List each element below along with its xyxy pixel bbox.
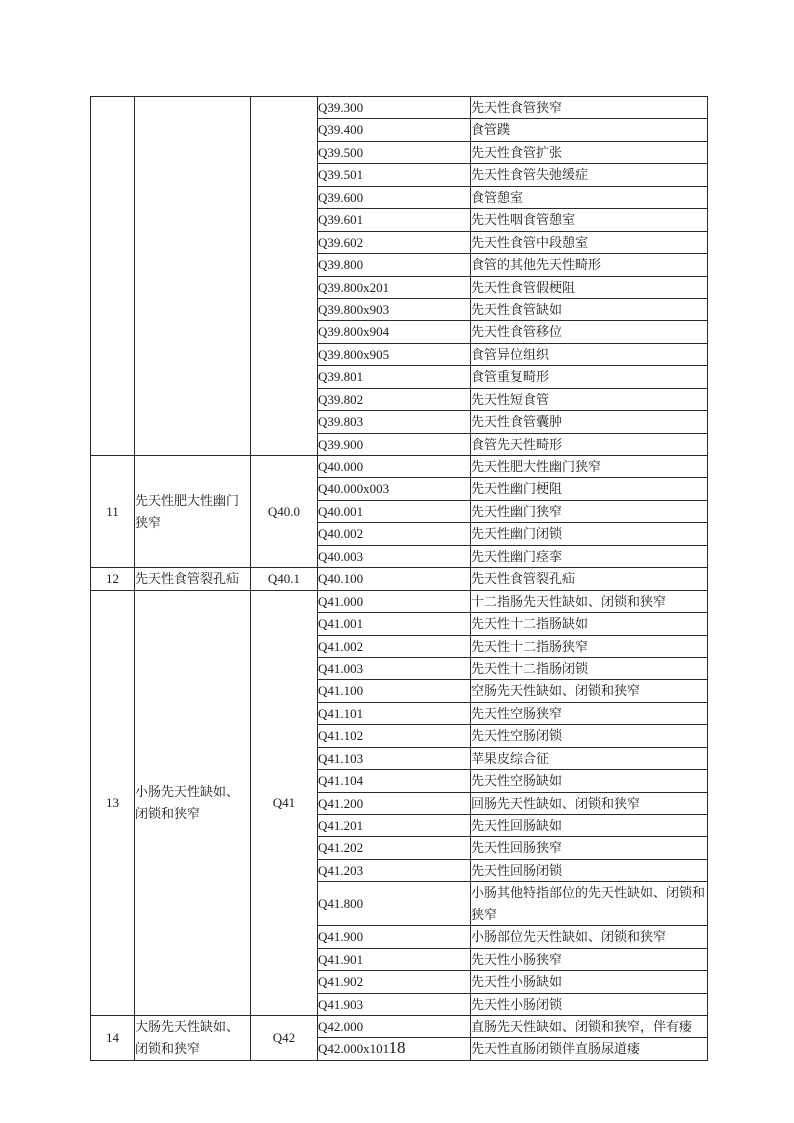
entry-desc-cell: 先天性小肠狭窄 [471, 948, 708, 970]
entry-code-cell: Q40.002 [318, 523, 471, 545]
section-code-cell: Q40.1 [251, 568, 318, 590]
entry-code-cell: Q42.000x101 [318, 1038, 471, 1060]
entry-desc-cell: 先天性食管假梗阻 [471, 276, 708, 298]
entry-code-cell: Q41.104 [318, 770, 471, 792]
entry-code-cell: Q39.800x905 [318, 343, 471, 365]
entry-code-cell: Q41.002 [318, 635, 471, 657]
entry-code-cell: Q39.601 [318, 209, 471, 231]
entry-desc-cell: 食管异位组织 [471, 343, 708, 365]
entry-desc-cell: 先天性回肠狭窄 [471, 837, 708, 859]
entry-code-cell: Q41.902 [318, 971, 471, 993]
entry-code-cell: Q39.400 [318, 119, 471, 141]
entry-desc-cell: 直肠先天性缺如、闭锁和狭窄，伴有瘘 [471, 1015, 708, 1037]
section-name-cell: 大肠先天性缺如、闭锁和狭窄 [135, 1015, 251, 1060]
entry-code-cell: Q41.101 [318, 702, 471, 724]
section-code-cell [251, 97, 318, 456]
entry-desc-cell: 先天性回肠缺如 [471, 815, 708, 837]
entry-desc-cell: 先天性小肠缺如 [471, 971, 708, 993]
entry-desc-cell: 先天性食管囊肿 [471, 411, 708, 433]
entry-desc-cell: 先天性十二指肠闭锁 [471, 657, 708, 679]
entry-desc-cell: 先天性咽食管憩室 [471, 209, 708, 231]
table-row [91, 568, 708, 590]
entry-desc-cell: 小肠部位先天性缺如、闭锁和狭窄 [471, 926, 708, 948]
section-seq-cell: 12 [91, 568, 135, 590]
entry-desc-cell: 先天性空肠狭窄 [471, 702, 708, 724]
entry-code-cell: Q39.800x201 [318, 276, 471, 298]
entry-code-cell: Q40.000 [318, 456, 471, 478]
entry-desc-cell: 先天性食管扩张 [471, 141, 708, 163]
entry-code-cell: Q39.800x904 [318, 321, 471, 343]
entry-code-cell: Q39.600 [318, 186, 471, 208]
entry-desc-cell: 先天性食管狭窄 [471, 97, 708, 119]
section-code-cell: Q42 [251, 1015, 318, 1060]
entry-code-cell: Q41.901 [318, 948, 471, 970]
section-seq-cell [91, 97, 135, 456]
section-seq-cell: 13 [91, 590, 135, 1015]
icd-code-table [90, 96, 708, 1061]
section-name-cell: 先天性食管裂孔疝 [135, 568, 251, 590]
entry-desc-cell: 先天性直肠闭锁伴直肠尿道瘘 [471, 1038, 708, 1060]
entry-desc-cell: 食管蹼 [471, 119, 708, 141]
entry-code-cell: Q39.801 [318, 366, 471, 388]
entry-code-cell: Q41.201 [318, 815, 471, 837]
section-seq-cell: 11 [91, 456, 135, 568]
entry-code-cell: Q40.001 [318, 500, 471, 522]
table-row [91, 1015, 708, 1037]
entry-desc-cell: 先天性食管裂孔疝 [471, 568, 708, 590]
entry-code-cell: Q39.803 [318, 411, 471, 433]
entry-desc-cell: 食管先天性畸形 [471, 433, 708, 455]
entry-code-cell: Q41.103 [318, 747, 471, 769]
entry-code-cell: Q41.001 [318, 613, 471, 635]
section-name-cell [135, 97, 251, 456]
entry-desc-cell: 先天性幽门梗阻 [471, 478, 708, 500]
entry-code-cell: Q40.000x003 [318, 478, 471, 500]
entry-code-cell: Q39.900 [318, 433, 471, 455]
entry-code-cell: Q39.300 [318, 97, 471, 119]
entry-code-cell: Q41.102 [318, 725, 471, 747]
icd-table-body [91, 97, 708, 1061]
entry-code-cell: Q39.501 [318, 164, 471, 186]
entry-code-cell: Q39.800 [318, 254, 471, 276]
table-row [91, 456, 708, 478]
entry-code-cell: Q40.003 [318, 545, 471, 567]
entry-desc-cell: 先天性空肠闭锁 [471, 725, 708, 747]
entry-desc-cell: 先天性食管失弛缓症 [471, 164, 708, 186]
entry-code-cell: Q41.903 [318, 993, 471, 1015]
entry-desc-cell: 先天性小肠闭锁 [471, 993, 708, 1015]
entry-desc-cell: 回肠先天性缺如、闭锁和狭窄 [471, 792, 708, 814]
entry-code-cell: Q41.003 [318, 657, 471, 679]
entry-code-cell: Q39.800x903 [318, 298, 471, 320]
entry-desc-cell: 先天性十二指肠缺如 [471, 613, 708, 635]
entry-desc-cell: 先天性肥大性幽门狭窄 [471, 456, 708, 478]
section-seq-cell: 14 [91, 1015, 135, 1060]
entry-code-cell: Q41.000 [318, 590, 471, 612]
entry-desc-cell: 先天性食管中段憩室 [471, 231, 708, 253]
entry-code-cell: Q41.203 [318, 859, 471, 881]
page-number: 18 [388, 1038, 406, 1057]
section-name-cell: 小肠先天性缺如、闭锁和狭窄 [135, 590, 251, 1015]
entry-desc-cell: 食管的其他先天性畸形 [471, 254, 708, 276]
entry-desc-cell: 苹果皮综合征 [471, 747, 708, 769]
entry-desc-cell: 空肠先天性缺如、闭锁和狭窄 [471, 680, 708, 702]
section-code-cell: Q40.0 [251, 456, 318, 568]
entry-code-cell: Q41.900 [318, 926, 471, 948]
entry-desc-cell: 先天性幽门痉挛 [471, 545, 708, 567]
entry-desc-cell: 先天性幽门狭窄 [471, 500, 708, 522]
table-row [91, 97, 708, 119]
entry-code-cell: Q40.100 [318, 568, 471, 590]
entry-desc-cell: 先天性幽门闭锁 [471, 523, 708, 545]
table-row [91, 590, 708, 612]
entry-code-cell: Q41.202 [318, 837, 471, 859]
entry-code-cell: Q42.000 [318, 1015, 471, 1037]
entry-code-cell: Q41.200 [318, 792, 471, 814]
entry-desc-cell: 先天性食管缺如 [471, 298, 708, 320]
entry-desc-cell: 十二指肠先天性缺如、闭锁和狭窄 [471, 590, 708, 612]
entry-desc-cell: 食管重复畸形 [471, 366, 708, 388]
section-code-cell: Q41 [251, 590, 318, 1015]
entry-code-cell: Q41.100 [318, 680, 471, 702]
entry-code-cell: Q41.800 [318, 882, 471, 926]
entry-desc-cell: 先天性食管移位 [471, 321, 708, 343]
entry-desc-cell: 先天性回肠闭锁 [471, 859, 708, 881]
entry-desc-cell: 先天性短食管 [471, 388, 708, 410]
entry-desc-cell: 先天性十二指肠狭窄 [471, 635, 708, 657]
entry-code-cell: Q39.802 [318, 388, 471, 410]
entry-code-cell: Q39.602 [318, 231, 471, 253]
entry-desc-cell: 小肠其他特指部位的先天性缺如、闭锁和狭窄 [471, 882, 708, 926]
section-name-cell: 先天性肥大性幽门狭窄 [135, 456, 251, 568]
entry-desc-cell: 食管憩室 [471, 186, 708, 208]
entry-code-cell: Q39.500 [318, 141, 471, 163]
entry-desc-cell: 先天性空肠缺如 [471, 770, 708, 792]
